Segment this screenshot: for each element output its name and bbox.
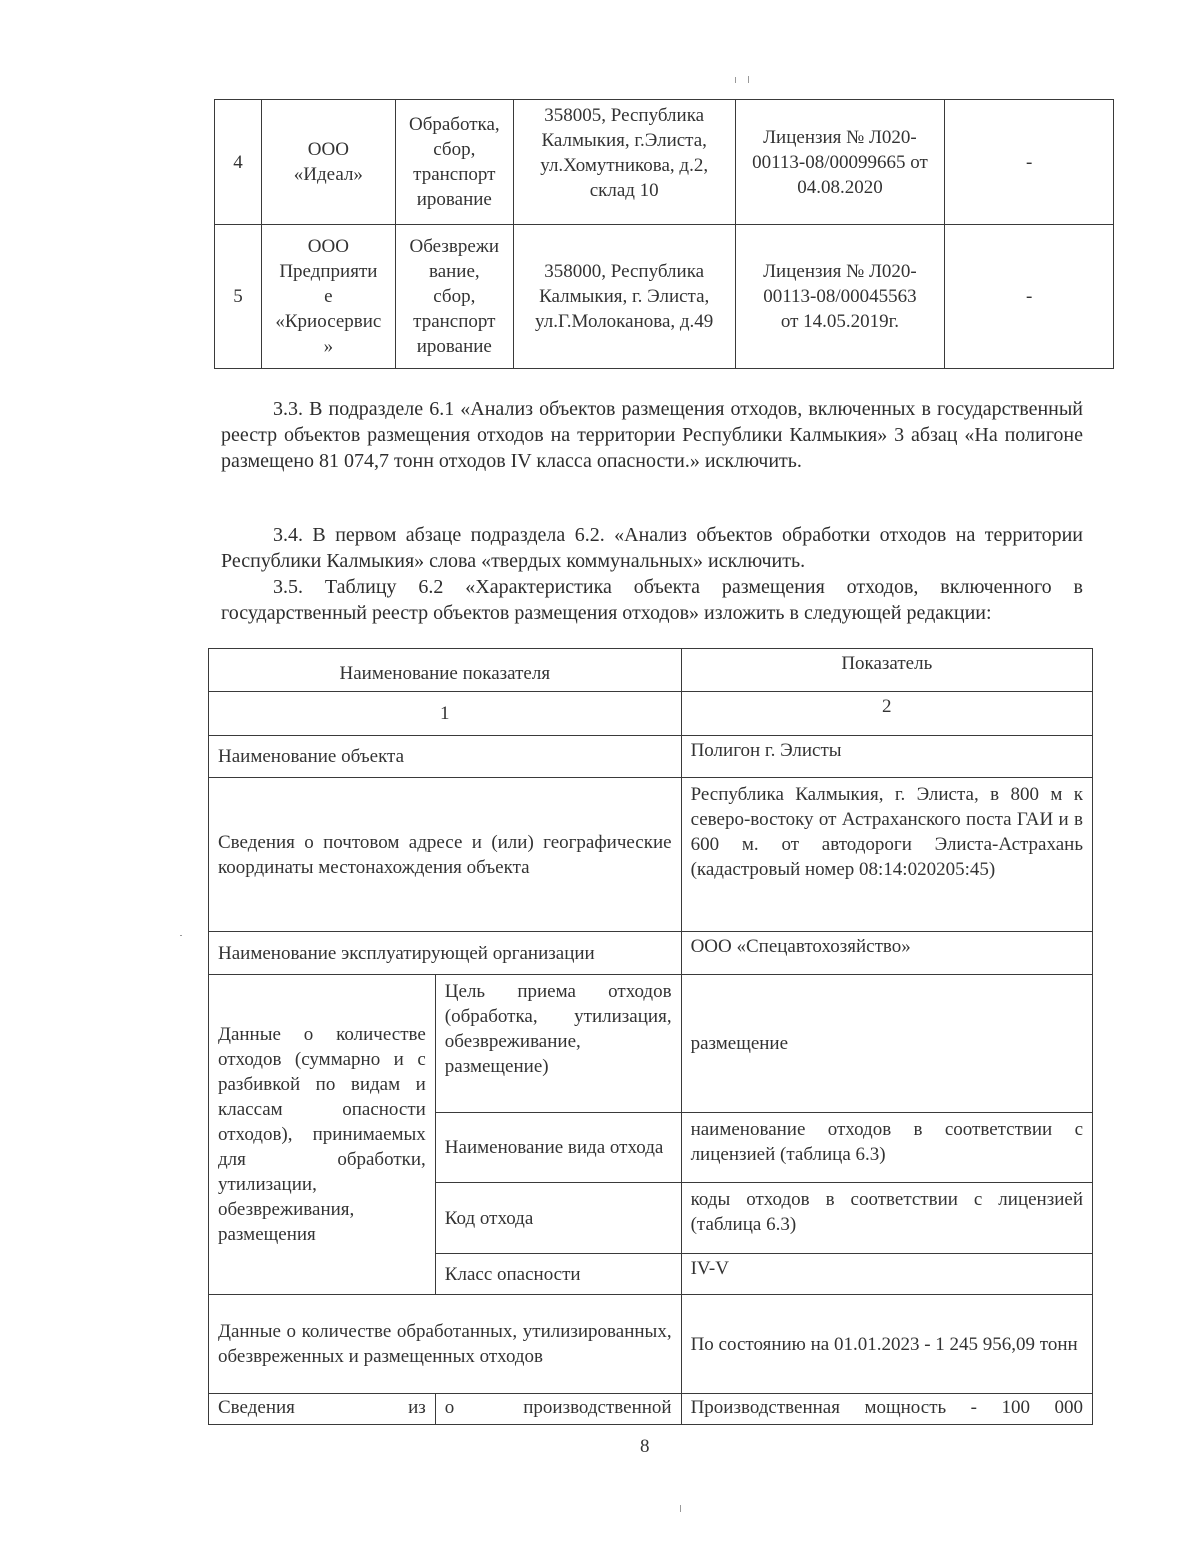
cell-line: склад 10: [589, 180, 659, 201]
scan-speck: [735, 77, 736, 83]
cell-line: Обезврежи: [409, 236, 500, 257]
cell-line: вание,: [428, 261, 480, 282]
cell-line: «Криосервис: [275, 311, 382, 332]
hazard-class-label: Класс опасности: [435, 1254, 681, 1295]
address: [513, 100, 735, 225]
column-number-2: 2: [681, 692, 1092, 736]
row-number: 4: [215, 100, 262, 225]
cell-line: сбор,: [433, 286, 476, 307]
address: [513, 225, 735, 369]
cell-line: сбор,: [433, 139, 476, 160]
paragraph-3-4: 3.4. В первом абзаце подраздела 6.2. «Анализ объектов обработки отходов на территории Республики Калмыкия» слова «твердых коммунальных» исключить.: [221, 524, 1083, 572]
cell-line: от 14.05.2019г.: [780, 311, 900, 332]
info-label-part-b: о производственной: [435, 1394, 681, 1425]
paragraph-3-5: 3.5. Таблицу 6.2 «Характеристика объекта размещения отходов, включенного в государственный реестр объектов размещения отходов» изложить в следующей редакции:: [221, 576, 1083, 624]
landfill-characteristics-table: [208, 648, 1093, 1425]
waste-code-value: коды отходов в соответствии с лицензией (таблица 6.3): [681, 1183, 1092, 1254]
cell-line: «Идеал»: [293, 164, 363, 185]
note: -: [945, 225, 1114, 369]
cell-line: 00113-08/00045563: [763, 286, 917, 307]
info-value: Производственная мощность - 100 000: [681, 1394, 1092, 1425]
table-row: [209, 1295, 1093, 1394]
waste-name-value: наименование отходов в соответствии с лицензией (таблица 6.3): [681, 1113, 1092, 1183]
address-value: Республика Калмыкия, г. Элиста, в 800 м к северо-востоку от Астраханского поста ГАИ и в 600 м. от автодороги Элиста-Астрахань (кадастровый номер 08:14:020205:45): [681, 778, 1092, 932]
licensees-table: [214, 99, 1114, 369]
org-name: [261, 225, 395, 369]
scan-speck: [748, 76, 749, 83]
cell-line: ирование: [416, 336, 492, 357]
table-row: [209, 1394, 1093, 1425]
object-name-label: Наименование объекта: [209, 736, 682, 778]
waste-quantity-group-label: Данные о количестве отходов (суммарно и с разбивкой по видам и классам опасности отходов), принимаемых для обработки, утилизации, обезвреживания, размещения: [209, 975, 436, 1295]
table-header-row: [209, 649, 1093, 692]
table-row: [209, 932, 1093, 975]
cell-line: ООО: [307, 236, 349, 257]
operator-value: ООО «Спецавтохозяйство»: [681, 932, 1092, 975]
table-row: [215, 100, 1114, 225]
cell-line: »: [323, 336, 334, 357]
hazard-class-value: IV-V: [681, 1254, 1092, 1295]
license: [735, 100, 945, 225]
processed-value: По состоянию на 01.01.2023 - 1 245 956,09 тонн: [681, 1295, 1092, 1394]
cell-line: ул.Хомутникова, д.2,: [540, 155, 709, 176]
cell-line: е: [324, 286, 333, 307]
cell-line: 00113-08/00099665 от: [752, 151, 928, 173]
cell-line: ООО: [307, 139, 349, 160]
table-row: [215, 225, 1114, 369]
row-number: 5: [215, 225, 262, 369]
activity: [395, 100, 513, 225]
cell-line: Калмыкия, г.Элиста,: [541, 130, 707, 151]
operator-label: Наименование эксплуатирующей организации: [209, 932, 682, 975]
cell-line: Предприяти: [279, 261, 378, 282]
info-label-part-a: Сведения из: [209, 1394, 436, 1425]
cell-line: транспорт: [413, 311, 496, 332]
scan-speck: [180, 935, 182, 936]
table-row: [209, 736, 1093, 778]
processed-label: Данные о количестве обработанных, утилизированных, обезвреженных и размещенных отходов: [209, 1295, 682, 1394]
document-page: 4 ООО «Идеал» Обработка, сбор, транспорт ирование 358005, Республика Калмыкия, г.Элиста, ул.Хомутникова, д.2, склад 10 Лицензия № Л020- 00113-08/00099665 от 04.08.2020 - 5 ООО Предприяти е «Криосервис » Обезврежи вание, сбор, транспорт ирование 358000, Республика Калмыкия, г. Элиста, ул.Г.Молоканова, д.49 Лицензия № Л020- 00113-08/00045563 от 14.05.2019г. - 3.3. В подразделе 6.1 «Анализ объектов размещения отходов, включенных в государственный реестр объектов размещения отходов на территории Республики Калмыкия» 3 абзац «На полигоне размещено 81 074,7 тонн отходов IV класса опасности.» исключить. 3.4. В первом абзаце подраздела 6.2. «Анализ объектов обработки отходов на территории Республики Калмыкия» слова «твердых коммунальных» исключить. 3.5. Таблицу 6.2 «Характеристика объекта размещения отходов, включенного в государственный реестр объектов размещения отходов» изложить в следующей редакции: Наименование показателя Показатель 1 2 Наименование объекта Полигон г. Элисты Сведения о почтовом адресе и (или) географические координаты местонахождения объекта Республика Калмыкия, г. Элиста, в 800 м к северо-востоку от Астраханского поста ГАИ и в 600 м. от автодороги Элиста-Астрахань (кадастровый номер 08:14:020205:45) Наименование эксплуатирующей организации ООО «Спецавтохозяйство» Данные о количестве отходов (суммарно и с разбивкой по видам и классам опасности отходов), принимаемых для обработки, утилизации, обезвреживания, размещения Цель приема отходов (обработка, утилизация, обезвреживание, размещение) размещение Наименование вида отхода наименование отходов в соответствии с лицензией (таблица 6.3) Код отхода коды отходов в соответствии с лицензией (таблица 6.3) Класс опасности IV-V Данные о количестве обработанных, утилизированных, обезвреженных и размещенных отходов По состоянию на 01.01.2023 - 1 245 956,09 тонн Сведения из о производственной Производственная мощность - 100 000 8: [0, 0, 1200, 1553]
cell-line: Лицензия № Л020-: [763, 126, 917, 148]
header-indicator-name: Наименование показателя: [209, 649, 682, 692]
header-indicator-value: Показатель: [681, 649, 1092, 692]
purpose-value: размещение: [681, 975, 1092, 1113]
paragraph-3-3: 3.3. В подразделе 6.1 «Анализ объектов размещения отходов, включенных в государственный реестр объектов размещения отходов на территории Республики Калмыкия» 3 абзац «На полигоне размещено 81 074,7 тонн отходов IV класса опасности.» исключить.: [221, 398, 1083, 472]
address-label: Сведения о почтовом адресе и (или) географические координаты местонахождения объекта: [209, 778, 682, 932]
scan-speck: [680, 1505, 681, 1512]
cell-line: 358000, Республика: [544, 261, 705, 282]
cell-line: транспорт: [413, 164, 496, 185]
cell-line: ирование: [416, 189, 492, 210]
cell-line: Калмыкия, г. Элиста,: [539, 286, 710, 307]
purpose-label: Цель приема отходов (обработка, утилизация, обезвреживание, размещение): [435, 975, 681, 1113]
waste-code-label: Код отхода: [435, 1183, 681, 1254]
cell-line: Обработка,: [408, 114, 500, 135]
cell-line: Лицензия № Л020-: [763, 261, 917, 282]
table-row: [209, 975, 1093, 1113]
org-name: [261, 100, 395, 225]
column-number-1: 1: [209, 692, 682, 736]
object-name-value: Полигон г. Элисты: [681, 736, 1092, 778]
note: -: [945, 100, 1114, 225]
column-numbers-row: [209, 692, 1093, 736]
table-row: [209, 778, 1093, 932]
cell-line: 04.08.2020: [797, 176, 883, 198]
waste-name-label: Наименование вида отхода: [435, 1113, 681, 1183]
cell-line: 358005, Республика: [544, 105, 705, 126]
cell-line: ул.Г.Молоканова, д.49: [535, 311, 714, 332]
activity: [395, 225, 513, 369]
license: [735, 225, 945, 369]
